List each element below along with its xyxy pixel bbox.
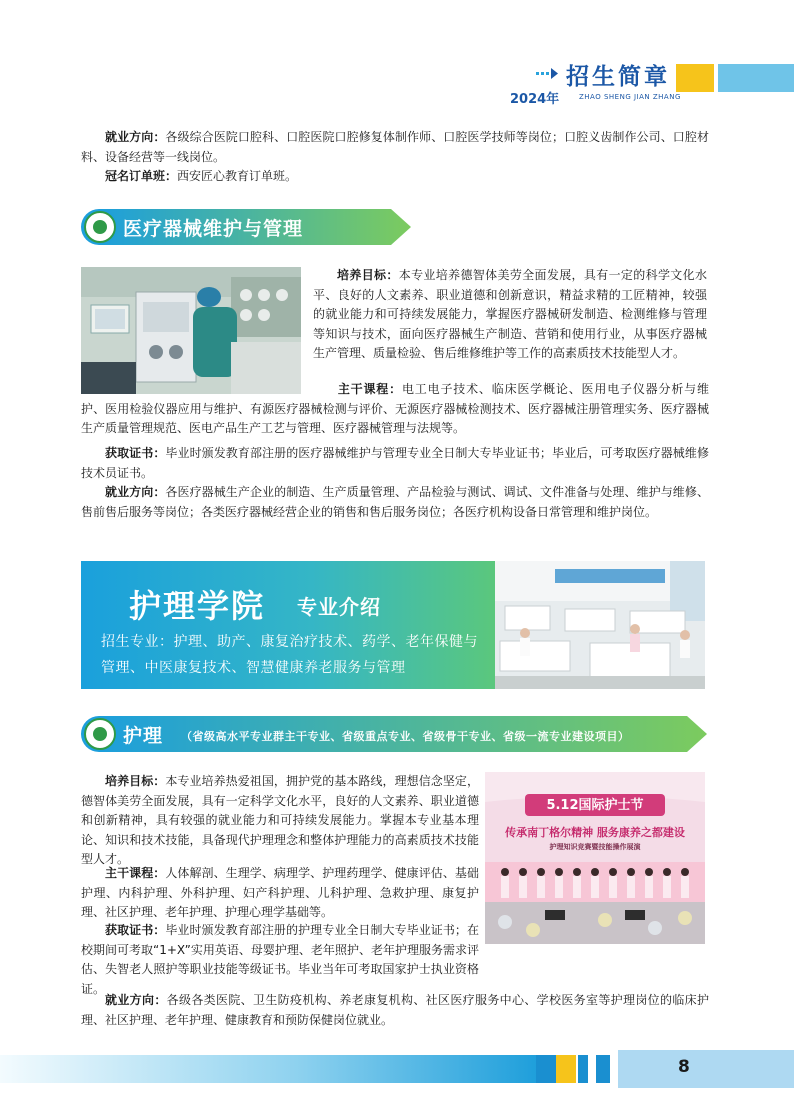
nursing-school-subtitle: 专业介绍 <box>297 595 381 619</box>
photo-banner-line3: 护理知识竞赛暨技能操作展演 <box>549 843 641 851</box>
nursing-classroom-photo <box>495 561 705 689</box>
prev-employment-paragraph <box>81 128 709 167</box>
nursing-employment-text: 各级各类医院、卫生防疫机构、养老康复机构、社区医疗服务中心、学校医务室等护理岗位的临床护理、社区护理、老年护理、健康教育和预防保健岗位就业。 <box>81 993 709 1027</box>
nurses-day-photo <box>485 772 705 944</box>
nursing-employment-label: 就业方向： <box>105 993 167 1007</box>
photo-banner-line1: 5.12国际护士节 <box>546 798 644 813</box>
nursing-section-title: 护理 <box>123 725 164 747</box>
device-course-text: 电工电子技术、临床医学概论、医用电子仪器分析与维护、医用检验仪器应用与维护、有源医疗器械检测与评价、无源医疗器械检测技术、医疗器械注册管理实务、医疗器械生产质量管理规范、医电产品生产工艺与管理、医疗器械管理与法规等。 <box>81 382 709 435</box>
prev-order-text: 西安匠心教育订单班。 <box>177 169 298 183</box>
prev-order-label: 冠名订单班： <box>105 169 178 183</box>
header-year: 2024年 <box>510 92 560 107</box>
nursing-cert-text: 毕业时颁发教育部注册的护理专业全日制大专毕业证书；在校期间可考取“1+X”实用英语、母婴护理、老年照护、老年护理服务需求评估、失智老人照护等职业技能等级证书。毕业当年可考取国家护士执业资格证。 <box>81 923 479 996</box>
header-yellow-block <box>676 64 714 92</box>
header-pinyin: ZHAO SHENG JIAN ZHANG <box>579 93 681 101</box>
nursing-course-text: 人体解剖、生理学、病理学、护理药理学、健康评估、基础护理、内科护理、外科护理、妇产科护理、儿科护理、急救护理、康复护理、社区护理、老年护理、护理心理学基础等。 <box>81 866 479 919</box>
school-emblem-icon <box>84 718 116 750</box>
device-employment-text: 各医疗器械生产企业的制造、生产质量管理、产品检验与测试、调试、文件准备与处理、维护与维修、售前售后服务等岗位；各类医疗器械经营企业的销售和售后服务岗位；各医疗机构设备日常管理和维护岗位。 <box>81 485 709 519</box>
header-arrow-icon <box>536 66 562 82</box>
device-goal-text: 本专业培养德智体美劳全面发展，具有一定的科学文化水平、良好的人文素养、职业道德和创新意识，精益求精的工匠精神，较强的就业能力和可持续发展能力，掌握医疗器械研发制造、检测维修与管理等知识与技术，面向医疗器械生产制造、营销和使用行业，从事医疗器械生产管理、质量检验、售后维修维护等工作的高素质技术技能型人才。 <box>313 268 707 360</box>
footer-gradient-stripe <box>0 1055 536 1083</box>
device-course-label: 主干课程： <box>337 382 402 396</box>
footer-yellow-bar <box>556 1055 576 1083</box>
device-employment-paragraph <box>81 483 709 522</box>
nursing-goal-label: 培养目标： <box>105 774 166 788</box>
nursing-section-banner <box>81 716 707 752</box>
prev-employment-label: 就业方向： <box>105 130 166 144</box>
device-maintenance-photo <box>81 267 301 394</box>
footer-blue-bar <box>536 1055 556 1083</box>
footer-blue-bar <box>578 1055 588 1083</box>
header-blue-block <box>718 64 794 92</box>
device-goal-paragraph <box>313 266 707 364</box>
nursing-cert-paragraph <box>81 921 479 999</box>
device-cert-paragraph <box>81 444 709 483</box>
header-title: 招生简章 <box>566 64 670 90</box>
nursing-school-band <box>81 561 705 689</box>
footer-blue-bar <box>596 1055 610 1083</box>
nursing-employment-paragraph <box>81 991 709 1030</box>
device-course-paragraph <box>81 380 709 439</box>
page-number: 8 <box>678 1057 690 1077</box>
nursing-goal-paragraph <box>81 772 479 870</box>
device-section-banner <box>81 209 411 245</box>
prev-employment-text: 各级综合医院口腔科、口腔医院口腔修复体制作师、口腔医学技师等岗位；口腔义齿制作公司、口腔材料、设备经营等一线岗位。 <box>81 130 709 164</box>
nursing-school-title: 护理学院 <box>129 587 266 625</box>
nursing-section-subtitle: （省级高水平专业群主干专业、省级重点专业、省级骨干专业、省级一流专业建设项目） <box>181 730 630 743</box>
footer-page-panel <box>618 1050 794 1088</box>
nursing-goal-text: 本专业培养热爱祖国，拥护党的基本路线，理想信念坚定，德智体美劳全面发展，具有一定科学文化水平，良好的人文素养、职业道德和创新精神，具有较强的就业能力和可持续发展能力。掌握本专业基本理论、知识和技术技能，具备现代护理理念和整体护理能力的高素质技术技能型人才。 <box>81 774 479 866</box>
nursing-school-majors: 招生专业：护理、助产、康复治疗技术、药学、老年保健与管理、中医康复技术、智慧健康养老服务与管理 <box>101 634 478 676</box>
device-goal-label: 培养目标： <box>337 268 399 282</box>
photo-banner-line2: 传承南丁格尔精神 服务康养之都建设 <box>505 826 685 839</box>
nursing-cert-label: 获取证书： <box>105 923 166 937</box>
device-employment-label: 就业方向： <box>105 485 166 499</box>
device-cert-text: 毕业时颁发教育部注册的医疗器械维护与管理专业全日制大专毕业证书；毕业后，可考取医疗器械维修技术员证书。 <box>81 446 709 480</box>
device-section-title: 医疗器械维护与管理 <box>123 218 304 240</box>
nursing-course-paragraph <box>81 864 479 923</box>
school-emblem-icon <box>84 211 116 243</box>
nursing-course-label: 主干课程： <box>105 866 166 880</box>
device-cert-label: 获取证书： <box>105 446 166 460</box>
prev-order-paragraph <box>81 167 709 187</box>
